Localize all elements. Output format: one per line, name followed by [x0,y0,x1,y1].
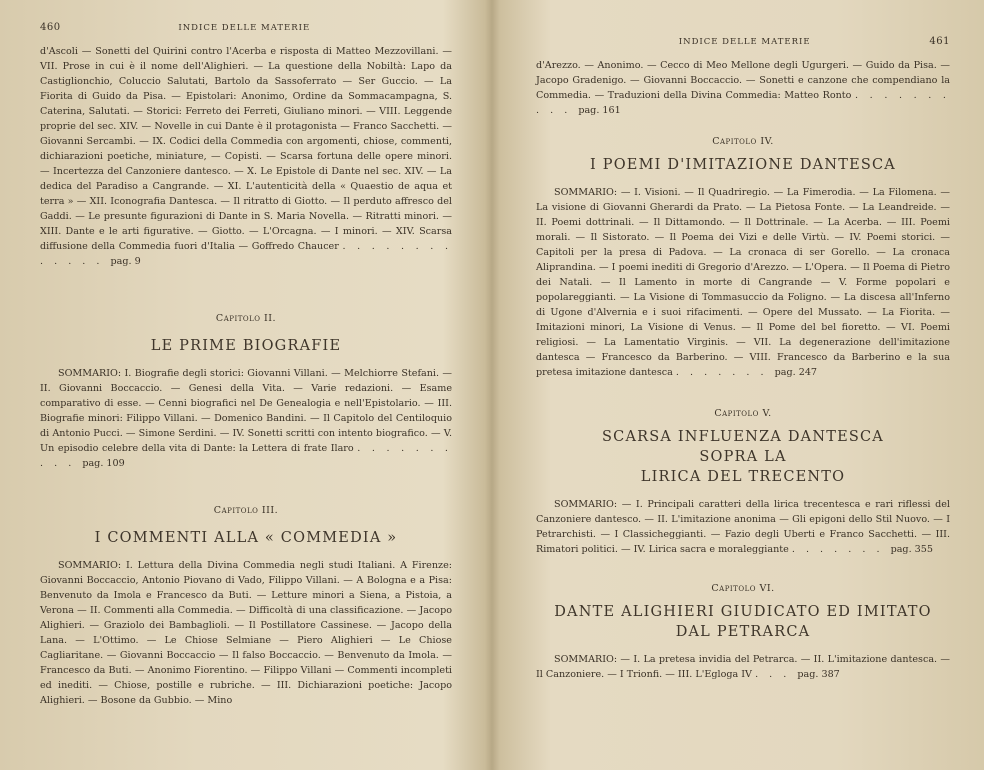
left-page [0,0,490,770]
chapter-5-title-line-1: SCARSA INFLUENZA DANTESCA [602,429,884,445]
chapter-5-title [536,427,950,487]
chapter-6-title-line-2: DAL PETRARCA [675,624,811,640]
chapter-5-page: pag. 355 [890,544,933,555]
right-carryover-paragraph: d'Arezzo. — Anonimo. — Cecco di Meo Mellone degli Ugurgeri. — Guido da Pisa. — Jacopo Gradenigo. — Giovanni Boccaccio. — Sonetti e canzone che compendiano la Commedia. — Traduzioni della Divina Commedia: Matteo Ronto . . . . . . . . . . pag. 161 [536,60,950,116]
left-page-number: 460 [40,22,61,33]
chapter-2-summary: SOMMARIO: I. Biografie degli storici: Giovanni Villani. — Melchiorre Stefani. — II. Giovanni Boccaccio. — Genesi della Vita. — Varie redazioni. — Esame comparativo di esse. — Cenni biografici nel De Genealogia e nell'Epistolario. — III. Biografie minori: Filippo Villani. — Domenico Bandini. — Il Capitolo del Centiloquio di Antonio Pucci. — Simone Serdini. — IV. Sonetti scritti con intento biografico. — V. Un episodio celebre della vita di Dante: la Lettera di frate Ilaro . . . . . . . . . . pag. 109 [40,368,452,469]
chapter-4-page: pag. 247 [774,367,818,378]
chapter-6-page: pag. 387 [797,669,840,680]
right-page-number: 461 [929,36,950,47]
chapter-5-summary: SOMMARIO: — I. Principali caratteri della lirica trecentesca e rari riflessi del Canzoniere dantesco. — II. L'imitazione anonima — Gli epigoni dello Stil Nuovo. — I Petrarchisti. — I Classicheggianti. — Fazio degli Uberti e Franco Sacchetti. — III. Rimatori politici. — IV. Lirica sacra e moraleggiante . . . . . . . pag. 355 [536,499,950,555]
left-carryover-text: d'Ascoli — Sonetti del Quirini contro l'Acerba e risposta di Matteo Mezzovillani. — VII. Prose in cui è il nome dell'Alighieri. — La questione della Nobiltà: Lapo da Castiglionchio, Coluccio Salutati, Bartolo da Sassoferrato — Ser Guccio. — La Fiorita di Guido da Pisa. — Epistolari: Anonimo, Ordine da Sommacampagna, S. Caterina, Salutati. — Storici: Ferreto dei Ferreti, Giuliano minori. — VIII. Leggende proprie del sec. XIV. — Novelle in cui Dante è il protagonista — Franco Sacchetti. — Giovanni Sercambi. — IX. Codici della Commedia con argomenti, chiose, commenti, dichiarazioni poetiche, miniature, — Copisti. — Scarsa fortuna delle opere minori. — Incertezza del Canzoniere dantesco. — X. Le Epistole di Dante nel sec. XIV. — La dedica del Paradiso a Cangrande. — XI. L'autenticità della « Quaestio de aqua et terra » — XII. Iconografia Dantesca. — Il ritratto di Giotto. — Il perduto affresco del Gaddi. — Le presunte figurazioni di Dante in S. Maria Novella. — Ritratti minori. — XIII. Dante e le arti figurative. — Giotto. — L'Orcagna. — I minori. — XIV. Scarsa diffusione della Commedia fuori d'Italia — Goffredo Chaucer [40,46,452,252]
chapter-2-summary-text: SOMMARIO: I. Biografie degli storici: Giovanni Villani. — Melchiorre Stefani. — II. Giovanni Boccaccio. — Genesi della Vita. — Varie redazioni. — Esame comparativo di esse. — Cenni biografici nel De Genealogia e nell'Epistolario. — III. Biografie minori: Filippo Villani. — Domenico Bandini. — Il Capitolo del Centiloquio di Antonio Pucci. — Simone Serdini. — IV. Sonetti scritti con intento biografico. — V. Un episodio celebre della vita di Dante: la Lettera di frate Ilaro [40,368,452,454]
right-page-header [536,36,950,52]
chapter-5-title-line-3: LIRICA DEL TRECENTO [640,469,846,485]
right-carryover-text: d'Arezzo. — Anonimo. — Cecco di Meo Mellone degli Ugurgeri. — Guido da Pisa. — Jacopo Gradenigo. — Giovanni Boccaccio. — Sonetti e canzone che compendiano la Commedia. — Traduzioni della Divina Commedia: Matteo Ronto [536,60,950,101]
chapter-6-label: Capitolo VI. [711,583,775,594]
chapter-6-summary-text: SOMMARIO: — I. La pretesa invidia del Petrarca. — II. L'imitazione dantesca. — Il Canzoniere. — I Trionfi. — III. L'Egloga IV [536,654,950,680]
chapter-3-summary [40,558,452,708]
chapter-6-summary: SOMMARIO: — I. La pretesa invidia del Petrarca. — II. L'imitazione dantesca. — Il Canzoniere. — I Trionfi. — III. L'Egloga IV . . . pag. 387 [536,654,950,680]
chapter-3-title: I COMMENTI ALLA « COMMEDIA » [94,530,398,546]
chapter-2-title: LE PRIME BIOGRAFIE [150,338,342,354]
chapter-3-summary-text: SOMMARIO: I. Lettura della Divina Commedia negli studi Italiani. A Firenze: Giovanni Boccaccio, Antonio Piovano di Vado, Filippo Villani. — A Bologna e a Pisa: Benvenuto da Imola e Francesco da Buti. — Letture minori a Siena, a Pistoia, a Verona — II. Commenti alla Commedia. — Difficoltà di una classificazione. — Jacopo Alighieri. — Graziolo dei Bambaglioli. — Il Postillatore Cassinese. — Jacopo della Lana. — L'Ottimo. — Le Chiose Selmiane — Piero Alighieri — Le Chiose Cagliaritane. — Giovanni Boccaccio — Il falso Boccaccio. — Benvenuto da Imola. — Francesco da Buti. — Anonimo Fiorentino. — Filippo Villani — Commenti incompleti ed inediti. — Chiose, postille e rubriche. — III. Dichiarazioni poetiche: Jacopo Alighieri. — Bosone da Gubbio. — Mino [40,560,452,706]
chapter-5-summary-text: SOMMARIO: — I. Principali caratteri della lirica trecentesca e rari riflessi del Canzoniere dantesco. — II. L'imitazione anonima — Gli epigoni dello Stil Nuovo. — I Petrarchisti. — I Classicheggianti. — Fazio degli Uberti e Franco Sacchetti. — III. Rimatori politici. — IV. Lirica sacra e moraleggiante [536,499,950,555]
chapter-4-title: I POEMI D'IMITAZIONE DANTESCA [590,157,896,173]
chapter-2-page: pag. 109 [82,458,125,469]
left-running-head: INDICE DELLE MATERIE [178,23,311,33]
left-page-header [40,22,452,38]
right-running-head: INDICE DELLE MATERIE [678,37,811,47]
chapter-6-title-line-1: DANTE ALIGHIERI GIUDICATO ED IMITATO [554,604,932,620]
chapter-3-label: Capitolo III. [213,505,279,516]
right-page [494,0,984,770]
left-carryover-paragraph: d'Ascoli — Sonetti del Quirini contro l'Acerba e risposta di Matteo Mezzovillani. — VII. Prose in cui è il nome dell'Alighieri. — La questione della Nobiltà: Lapo da Castiglionchio, Coluccio Salutati, Bartolo da Sassoferrato — Ser Guccio. — La Fiorita di Guido da Pisa. — Epistolari: Anonimo, Ordine da Sommacampagna, S. Caterina, Salutati. — Storici: Ferreto dei Ferreti, Giuliano minori. — VIII. Leggende proprie del sec. XIV. — Novelle in cui Dante è il protagonista — Franco Sacchetti. — Giovanni Sercambi. — IX. Codici della Commedia con argomenti, chiose, commenti, dichiarazioni poetiche, miniature, — Copisti. — Scarsa fortuna delle opere minori. — Incertezza del Canzoniere dantesco. — X. Le Epistole di Dante nel sec. XIV. — La dedica del Paradiso a Cangrande. — XI. L'autenticità della « Quaestio de aqua et terra » — XII. Iconografia Dantesca. — Il ritratto di Giotto. — Il perduto affresco del Gaddi. — Le presunte figurazioni di Dante in S. Maria Novella. — Ritratti minori. — XIII. Dante e le arti figurative. — Giotto. — L'Orcagna. — I minori. — XIV. Scarsa diffusione della Commedia fuori d'Italia — Goffredo Chaucer . . . . . . . . . . . . . pag. 9 [40,46,452,267]
chapter-5-title-line-2: SOPRA LA [699,449,787,465]
chapter-4-summary-text: SOMMARIO: — I. Visioni. — Il Quadriregio. — La Fimerodia. — La Filomena. — La visione di Giovanni Gherardi da Prato. — La Pietosa Fonte. — La Leandreide. — II. Poemi dottrinali. — Il Dittamondo. — Il Dottrinale. — La Acerba. — III. Poemi morali. — Il Sistorato. — Il Poema dei Vizi e delle Virtù. — IV. Poemi storici. — Capitoli per la presa di Padova. — La cronaca di ser Gorello. — La cronaca Aliprandina. — I poemi inediti di Gregorio d'Arezzo. — L'Opera. — Il Poema di Pietro dei Natali. — Il Lamento in morte di Cangrande — V. Forme popolari e popolareggianti. — La Visione di Tommasuccio da Foligno. — La discesa all'Inferno di Ugone d'Alvernia e i suoi rifacimenti. — Opere del Mussato. — La Fiorita. — Imitazioni minori, La Visione di Venus. — Il Pome del bel fioretto. — VI. Poemi religiosi. — La Lamentatio Virginis. — VII. La degenerazione dell'imitazione dantesca — Francesco da Barberino. — VIII. Francesco da Barberino e la sua pretesa imitazione dantesca [536,187,950,378]
left-carryover-page: pag. 9 [110,256,141,267]
chapter-6-title [536,602,950,642]
chapter-2-label: Capitolo II. [215,313,277,324]
chapter-4-label: Capitolo IV. [712,136,774,147]
right-carryover-page: pag. 161 [578,105,621,116]
chapter-4-summary: SOMMARIO: — I. Visioni. — Il Quadriregio. — La Fimerodia. — La Filomena. — La visione di Giovanni Gherardi da Prato. — La Pietosa Fonte. — La Leandreide. — II. Poemi dottrinali. — Il Dittamondo. — Il Dottrinale. — La Acerba. — III. Poemi morali. — Il Sistorato. — Il Poema dei Vizi e delle Virtù. — IV. Poemi storici. — Capitoli per la presa di Padova. — La cronaca di ser Gorello. — La cronaca Aliprandina. — I poemi inediti di Gregorio d'Arezzo. — L'Opera. — Il Poema di Pietro dei Natali. — Il Lamento in morte di Cangrande — V. Forme popolari e popolareggianti. — La Visione di Tommasuccio da Foligno. — La discesa all'Inferno di Ugone d'Alvernia e i suoi rifacimenti. — Opere del Mussato. — La Fiorita. — Imitazioni minori, La Visione di Venus. — Il Pome del bel fioretto. — VI. Poemi religiosi. — La Lamentatio Virginis. — VII. La degenerazione dell'imitazione dantesca — Francesco da Barberino. — VIII. Francesco da Barberino e la sua pretesa imitazione dantesca . . . . . . . pag. 247 [536,187,950,378]
chapter-5-label: Capitolo V. [714,408,772,419]
